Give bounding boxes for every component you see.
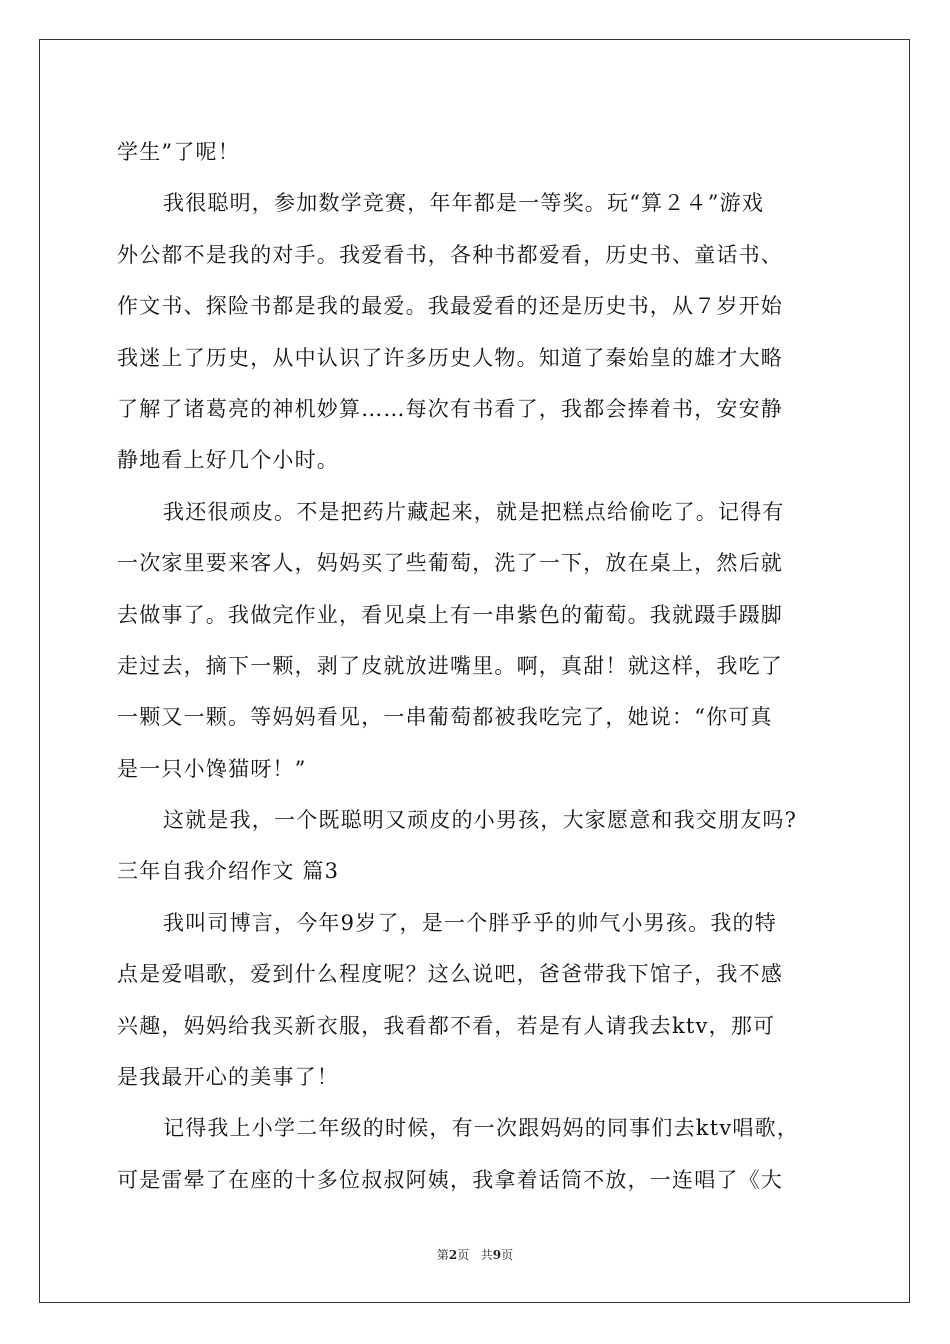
text-line: 外公都不是我的对手。我爱看书，各种书都爱看，历史书、童话书、 bbox=[117, 242, 783, 267]
text-line: 了解了诸葛亮的神机妙算……每次有书看了，我都会捧着书，安安静 bbox=[117, 396, 783, 421]
footer-total-suffix: 页 bbox=[501, 1248, 514, 1262]
page-footer bbox=[0, 1246, 950, 1263]
footer-total-pages: 9 bbox=[492, 1248, 502, 1262]
text-line: 我还很顽皮。不是把药片藏起来，就是把糕点给偷吃了。记得有 bbox=[163, 499, 785, 524]
text-line: 作文书、探险书都是我的最爱。我最爱看的还是历史书，从７岁开始 bbox=[117, 294, 783, 319]
text-line: 三年自我介绍作文 篇3 bbox=[117, 859, 340, 884]
footer-page-number: 2 bbox=[448, 1248, 458, 1262]
text-line: 学生”了呢！ bbox=[117, 140, 240, 164]
footer-page-prefix: 第 bbox=[436, 1248, 449, 1262]
text-line: 我叫司博言，今年9岁了，是一个胖乎乎的帅气小男孩。我的特 bbox=[163, 910, 777, 935]
text-line: 一次家里要来客人，妈妈买了些葡萄，洗了一下，放在桌上，然后就 bbox=[117, 551, 783, 576]
text-line: 这就是我，一个既聪明又顽皮的小男孩，大家愿意和我交朋友吗? bbox=[163, 808, 798, 833]
text-line: 静地看上好几个小时。 bbox=[117, 448, 339, 473]
text-line: 可是雷晕了在座的十多位叔叔阿姨，我拿着话筒不放，一连唱了《大 bbox=[117, 1167, 783, 1192]
footer-page-suffix: 页 bbox=[457, 1248, 470, 1262]
text-line: 是一只小馋猫呀！” bbox=[117, 756, 307, 781]
text-line: 走过去，摘下一颗，剥了皮就放进嘴里。啊，真甜！就这样，我吃了 bbox=[117, 653, 783, 678]
text-line: 我很聪明，参加数学竞赛，年年都是一等奖。玩“算２４”游戏 bbox=[163, 191, 765, 216]
text-line: 兴趣，妈妈给我买新衣服，我看都不看，若是有人请我去ktv，那可 bbox=[117, 1013, 776, 1038]
text-line: 去做事了。我做完作业，看见桌上有一串紫色的葡萄。我就蹑手蹑脚 bbox=[117, 602, 783, 627]
text-line: 我迷上了历史，从中认识了许多历史人物。知道了秦始皇的雄才大略 bbox=[117, 345, 783, 370]
footer-total-prefix: 共 bbox=[480, 1248, 493, 1262]
text-line: 记得我上小学二年级的时候，有一次跟妈妈的同事们去ktv唱歌， bbox=[163, 1116, 800, 1141]
document-body bbox=[117, 127, 837, 1206]
text-line: 一颗又一颗。等妈妈看见，一串葡萄都被我吃完了，她说：“你可真 bbox=[117, 705, 773, 730]
text-line: 点是爱唱歌，爱到什么程度呢？这么说吧，爸爸带我下馆子，我不感 bbox=[117, 962, 783, 987]
text-line: 是我最开心的美事了！ bbox=[117, 1065, 339, 1090]
